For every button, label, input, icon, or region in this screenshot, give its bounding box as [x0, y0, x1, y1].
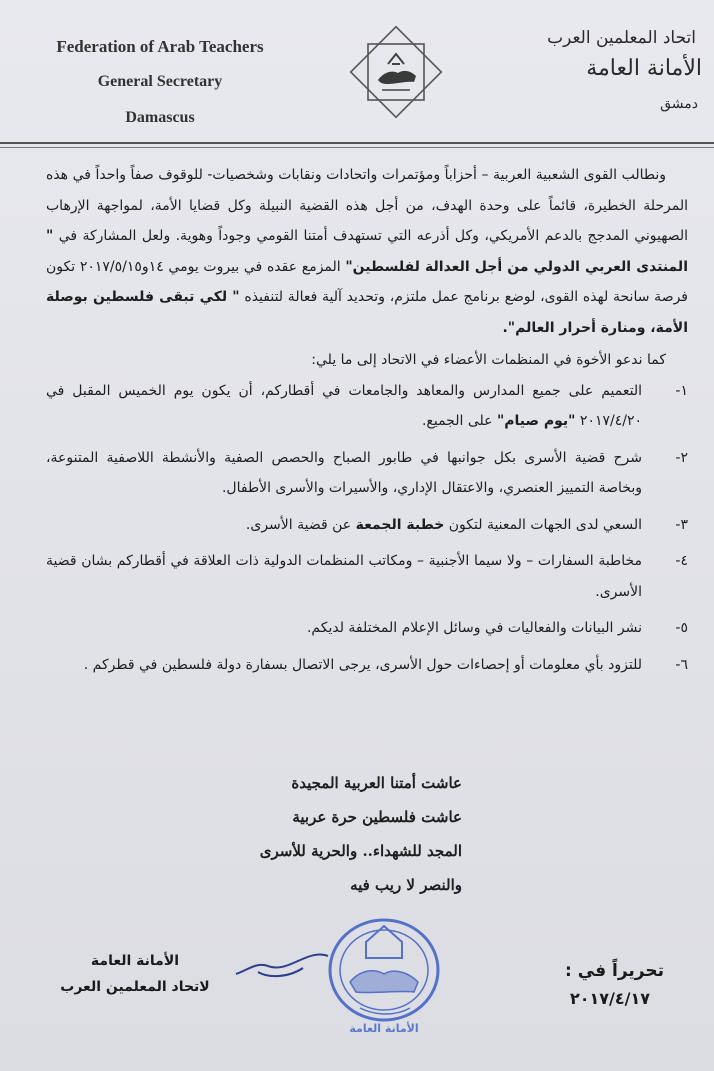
list-item — [46, 510, 688, 541]
arabic-letterhead — [472, 26, 702, 114]
date-value: ٢٠١٧/٤/١٧ — [569, 989, 650, 1008]
item-text: للتزود بأي معلومات أو إحصاءات حول الأسرى، يرجى الاتصال بسفارة دولة فلسطين في قطركم . — [83, 656, 642, 673]
slogan-line: عاشت فلسطين حرة عربية — [292, 808, 462, 826]
list-item — [46, 613, 688, 644]
list-item — [46, 650, 688, 681]
signature-block — [40, 948, 230, 1000]
forum-name: " المنتدى العربي الدولي من أجل العدالة لفلسطين" — [46, 228, 688, 275]
item-number: ٤- — [675, 553, 688, 569]
item-number: ٢- — [675, 449, 688, 466]
item-text: نشر البيانات والفعاليات في وسائل الإعلام المختلفة لديكم. — [306, 620, 642, 636]
city-ar: دمشق — [660, 96, 698, 112]
list-item — [46, 546, 688, 607]
federation-logo-icon — [348, 24, 444, 120]
item-number: ٥- — [675, 620, 688, 636]
item-number: ٦- — [675, 656, 688, 673]
intro-paragraph — [46, 160, 688, 343]
intro-text: ونطالب القوى الشعبية العربية – أحزاباً ومؤتمرات واتحادات ونقابات وشخصيات- للوقوف صفاً واحداً في هذه المرحلة الخطيرة، قائماً على وحدة الهدف، من أجل هذه القضية النبيلة وكل قضايا الأمة، لمواجهة الإرهاب الصهيوني المدجج بالدعم الأمريكي، وكل أذرعه التي تستهدف أمتنا القومي وجوداً وهوية. ولعل المشاركة في — [46, 167, 688, 244]
action-list — [46, 376, 688, 681]
slogan-line: عاشت أمتنا العربية المجيدة — [291, 774, 462, 792]
dept-name-en: General Secretary — [97, 73, 223, 90]
date-block — [565, 958, 664, 1012]
date-label: تحريراً في : — [565, 961, 664, 981]
item-number: ١- — [675, 382, 688, 399]
item-emphasis: "يوم صيام" — [496, 413, 576, 429]
slogan-line: المجد للشهداء.. والحرية للأسرى — [259, 842, 462, 860]
item-text: شرح قضية الأسرى بكل جوانبها في طابور الصباح والحصص الصفية والأنشطة اللاصفية المتنوعة، وبخاصة التمييز العنصري، والاعتقال الإداري، والأسيرات والأسرى الأطفال. — [46, 449, 642, 496]
intro-text-cont: المزمع عقده في بيروت يومي ١٤و٢٠١٧/٥/١٥ تكون فرصة سانحة لهذه القوى، لوضع برنامج عمل ملتزم، وتحديد آلية فعالة لتنفيذه — [46, 258, 688, 305]
item-text-end: عن قضية الأسرى. — [245, 516, 356, 533]
intro-slogan: " لكي تبقى فلسطين بوصلة الأمة، ومنارة أحرار العالم". — [46, 289, 688, 336]
english-letterhead — [10, 36, 310, 128]
item-emphasis: خطبة الجمعة — [355, 516, 445, 533]
item-text: السعي لدى الجهات المعنية لتكون — [444, 516, 642, 533]
item-text: التعميم على جميع المدارس والمعاهد والجامعات في أقطاركم، أن يكون يوم الخميس المقبل في ٢٠١٧/٤/٢٠ — [46, 382, 642, 429]
list-item — [46, 443, 688, 504]
dept-name-ar: الأمانة العامة — [586, 56, 702, 81]
item-number: ٣- — [675, 516, 688, 533]
header-divider — [0, 142, 714, 144]
closing-slogans — [260, 766, 462, 902]
official-seal-icon — [310, 912, 450, 1038]
letter-body — [46, 160, 688, 686]
slogan-line: والنصر لا ريب فيه — [350, 876, 462, 894]
org-name-ar: اتحاد المعلمين العرب — [547, 28, 696, 48]
seal-text: الأمانة العامة — [349, 1022, 419, 1035]
city-en: Damascus — [125, 109, 195, 126]
signatory-org: لاتحاد المعلمين العرب — [60, 979, 210, 995]
org-name-en: Federation of Arab Teachers — [56, 37, 264, 56]
header-divider-thin — [0, 147, 714, 148]
list-item — [46, 376, 688, 437]
item-text-end: على الجميع. — [421, 413, 497, 429]
item-text: مخاطبة السفارات – ولا سيما الأجنبية – ومكاتب المنظمات الدولية ذات العلاقة في أقطاركم بشان قضية الأسرى. — [46, 553, 642, 600]
call-sentence: كما ندعو الأخوة في المنظمات الأعضاء في الاتحاد إلى ما يلي: — [311, 352, 666, 368]
signatory-title: الأمانة العامة — [90, 953, 180, 969]
